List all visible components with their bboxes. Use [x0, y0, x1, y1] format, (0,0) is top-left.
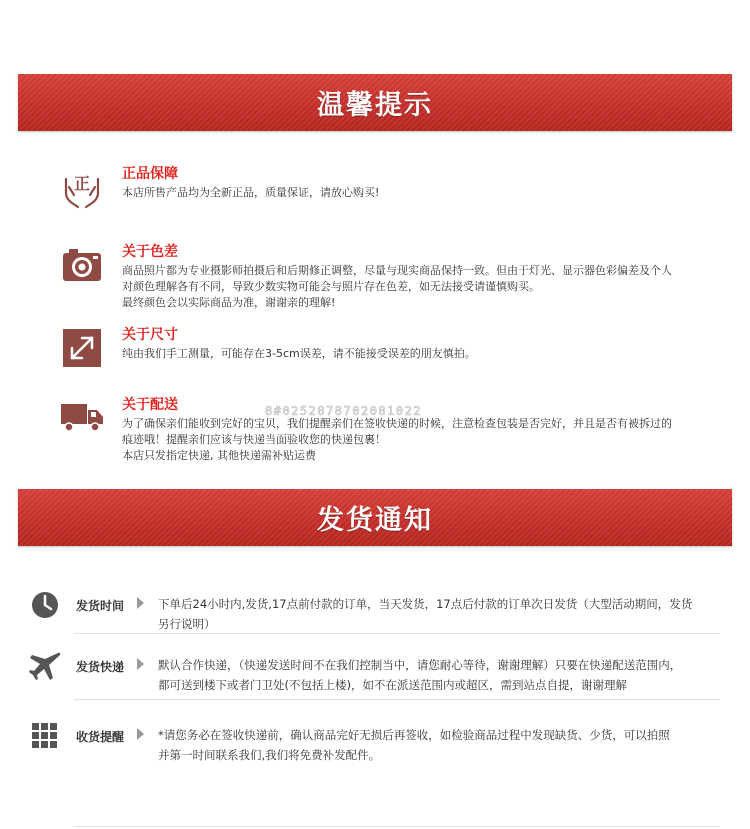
tip-title: 关于尺寸: [122, 327, 178, 343]
tip-text: 纯由我们手工测量，可能存在3-5cm误差，请不能接受误差的朋友慎拍。: [122, 347, 476, 360]
warm-tips-banner: [18, 74, 732, 131]
shipping-label: 收货提醒: [76, 730, 125, 744]
divider: [74, 699, 720, 700]
resize-arrow-icon: [60, 326, 104, 370]
watermark: 8#0252878702081022: [265, 404, 423, 418]
tip-text: 商品照片都为专业摄影师拍摄后和后期修正调整，尽量与现实商品保持一致。但由于灯光、显示器色彩偏差及个人 对颜色理解各有不同，导致少数实物可能会与照片存在色差，如无法接受请谨慎购买。 最终颜色会以实际商品为准，谢谢亲的理解!: [122, 264, 672, 309]
tip-title: 正品保障: [122, 166, 178, 182]
camera-icon: [60, 243, 104, 287]
shipping-label: 发货快递: [76, 660, 125, 674]
triangle-right-icon: [137, 728, 144, 740]
warm-tips-title: 温馨提示: [317, 90, 433, 121]
tip-title: 关于配送: [122, 397, 178, 413]
divider: [74, 633, 720, 634]
triangle-right-icon: [137, 658, 144, 670]
shipping-desc: *请您务必在签收快递前，确认商品完好无损后再签收，如检验商品过程中发现缺货、少货，可以拍照 并第一时间联系我们,我们将免费补发配件。: [158, 728, 670, 762]
shipping-label: 发货时间: [76, 599, 125, 613]
clock-icon: [28, 590, 62, 620]
grid-icon: [28, 721, 62, 751]
shipping-notice-title: 发货通知: [317, 505, 433, 536]
airplane-icon: [28, 651, 62, 681]
triangle-right-icon: [137, 597, 144, 609]
tip-text: 为了确保亲们能收到完好的宝贝，我们提醒亲们在签收快递的时候，注意检查包装是否完好，并且是否有被拆过的 痕迹哦！提醒亲们应该与快递当面验收您的快递包裹！ 本店只发指定快递, 其他快递需补贴运费: [122, 417, 672, 462]
truck-icon: [60, 396, 104, 440]
genuine-hands-icon: [60, 165, 104, 209]
divider: [74, 826, 720, 827]
tip-title: 关于色差: [122, 244, 178, 260]
shipping-notice-banner: [18, 489, 732, 546]
shipping-desc: 下单后24小时内,发货,17点前付款的订单，当天发货，17点后付款的订单次日发货（大型活动期间，发货 另行说明）: [158, 597, 693, 631]
shipping-desc: 默认合作快递，（快递发送时间不在我们控制当中，请您耐心等待，谢谢理解）只要在快递配送范围内， 都可送到楼下或者门卫处(不包括上楼)，如不在派送范围内或超区，需到站点自提，谢谢理解: [158, 658, 682, 692]
tip-text: 本店所售产品均为全新正品，质量保证，请放心购买!: [122, 186, 380, 199]
svg-text:正: 正: [73, 174, 91, 193]
